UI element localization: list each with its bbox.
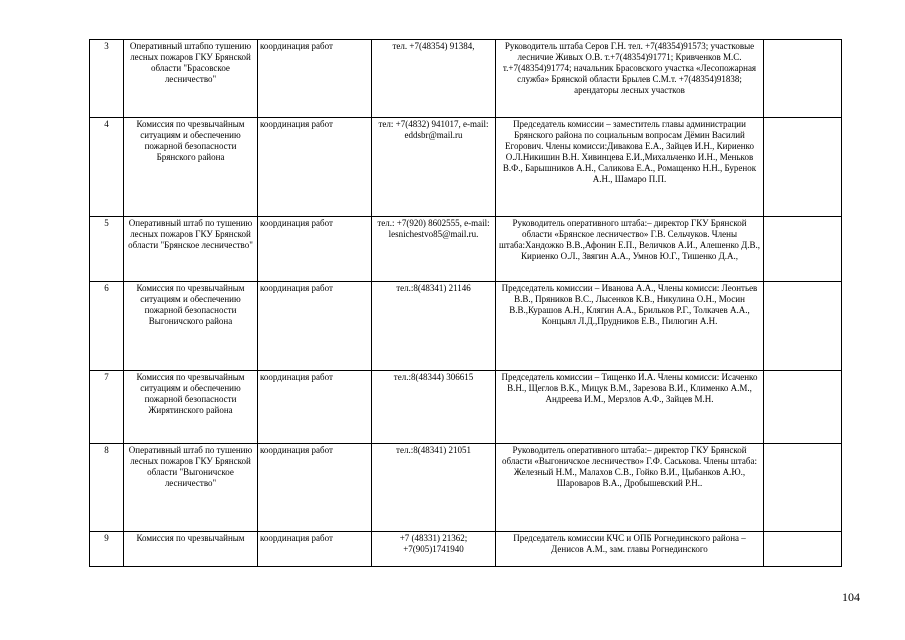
function-cell: координация работ (258, 282, 372, 371)
extra-cell (764, 217, 842, 282)
organization-name: Комиссия по чрезвычайным ситуациям и обеспечению пожарной безопасности Выгоничского района (124, 282, 258, 371)
row-number: 9 (90, 532, 124, 567)
extra-cell (764, 118, 842, 217)
row-number: 7 (90, 371, 124, 444)
head-members-cell: Председатель комиссии – Тищенко И.А. Члены комисси: Исаченко В.Н., Щеглов В.К., Мицук В.М., Зарезова В.И., Клименко А.М., Андреева И.М., Мерзлов А.Ф., Зайцев М.Н. (496, 371, 764, 444)
organization-name: Оперативный штаб по тушению лесных пожаров ГКУ Брянской области "Брянское лесничество" (124, 217, 258, 282)
row-number: 8 (90, 444, 124, 532)
function-cell: координация работ (258, 40, 372, 118)
head-members-cell: Руководитель оперативного штаба:– директор ГКУ Брянской области «Брянское лесничество» Г.В. Сельчуков. Члены штаба:Хандожко В.В.,Афонин Е.П., Величков А.И., Алешенко Д.В., Кириенко О.Л., Звягин А.А., Умнов Ю.Г., Тишенко Д.А., (496, 217, 764, 282)
extra-cell (764, 371, 842, 444)
page-number: 104 (842, 590, 860, 604)
organization-name: Комиссия по чрезвычайным ситуациям и обеспечению пожарной безопасности Брянского района (124, 118, 258, 217)
function-cell: координация работ (258, 444, 372, 532)
table-row (90, 40, 842, 118)
table-row (90, 532, 842, 567)
contact-cell: тел.:8(48344) 306615 (372, 371, 496, 444)
extra-cell (764, 444, 842, 532)
contacts-table (89, 39, 842, 567)
organization-name: Комиссия по чрезвычайным (124, 532, 258, 567)
head-members-cell: Председатель комиссии – заместитель главы администрации Брянского района по социальным вопросам Дёмин Василий Егорович. Члены комисси:Дивакова Е.А., Зайцев И.Н., Кириенко О.Л.Никишин В.Н. Хивинцева Е.И.,Михальченко И.Н., Меньков В.Ф., Барышников А.Н., Саликова Е.А., Ромащенко Н.Н., Буренок А.Н., Шамаро П.П. (496, 118, 764, 217)
row-number: 4 (90, 118, 124, 217)
table-row (90, 217, 842, 282)
table-row (90, 282, 842, 371)
contact-cell: тел. +7(48354) 91384, (372, 40, 496, 118)
organization-name: Комиссия по чрезвычайным ситуациям и обеспечению пожарной безопасности Жирятинского района (124, 371, 258, 444)
function-cell: координация работ (258, 118, 372, 217)
head-members-cell: Руководитель оперативного штаба:– директор ГКУ Брянской области «Выгоничское лесничество» Г.Ф. Саськова. Члены штаба: Железный Н.М., Малахов С.В., Гойко В.И., Цыбанков А.Ю., Шароваров В.А., Дробышевский Р.Н.. (496, 444, 764, 532)
row-number: 6 (90, 282, 124, 371)
function-cell: координация работ (258, 532, 372, 567)
function-cell: координация работ (258, 217, 372, 282)
head-members-cell: Председатель комиссии КЧС и ОПБ Рогнединского района – Денисов А.М., зам. главы Рогнединского (496, 532, 764, 567)
row-number: 3 (90, 40, 124, 118)
head-members-cell: Руководитель штаба Серов Г.Н. тел. +7(48354)91573; участковые лесничие Живых О.В. т.+7(48354)91771; Кривченков М.С. т.+7(48354)91774; начальник Брасовского участка «Лесопожарная служба» Брянской области Брылев С.М.т. +7(48354)91838; арендаторы лесных участков (496, 40, 764, 118)
contact-cell: +7 (48331) 21362; +7(905)1741940 (372, 532, 496, 567)
contact-cell: тел: +7(4832) 941017, e-mail: eddsbr@mail.ru (372, 118, 496, 217)
table-row (90, 371, 842, 444)
organization-name: Оперативный штаб по тушению лесных пожаров ГКУ Брянской области "Выгоничское лесничество" (124, 444, 258, 532)
contact-cell: тел.: +7(920) 8602555, e-mail: lesnichestvo85@mail.ru. (372, 217, 496, 282)
head-members-cell: Председатель комиссии – Иванова А.А., Члены комисси: Леонтьев В.В., Пряников В.С., Лысенков К.В., Никулина О.Н., Мосин В.В.,Курашов А.Н., Клягин А.А., Брильков Р.Г., Толкачев А.А., Концыял Л.Д.,Прудников Е.В., Пилюгин А.Н. (496, 282, 764, 371)
contact-cell: тел.:8(48341) 21051 (372, 444, 496, 532)
organization-name: Оперативный штабпо тушению лесных пожаров ГКУ Брянской области "Брасовское лесничество" (124, 40, 258, 118)
function-cell: координация работ (258, 371, 372, 444)
table-row (90, 118, 842, 217)
table-row (90, 444, 842, 532)
extra-cell (764, 532, 842, 567)
row-number: 5 (90, 217, 124, 282)
extra-cell (764, 282, 842, 371)
contact-cell: тел.:8(48341) 21146 (372, 282, 496, 371)
extra-cell (764, 40, 842, 118)
